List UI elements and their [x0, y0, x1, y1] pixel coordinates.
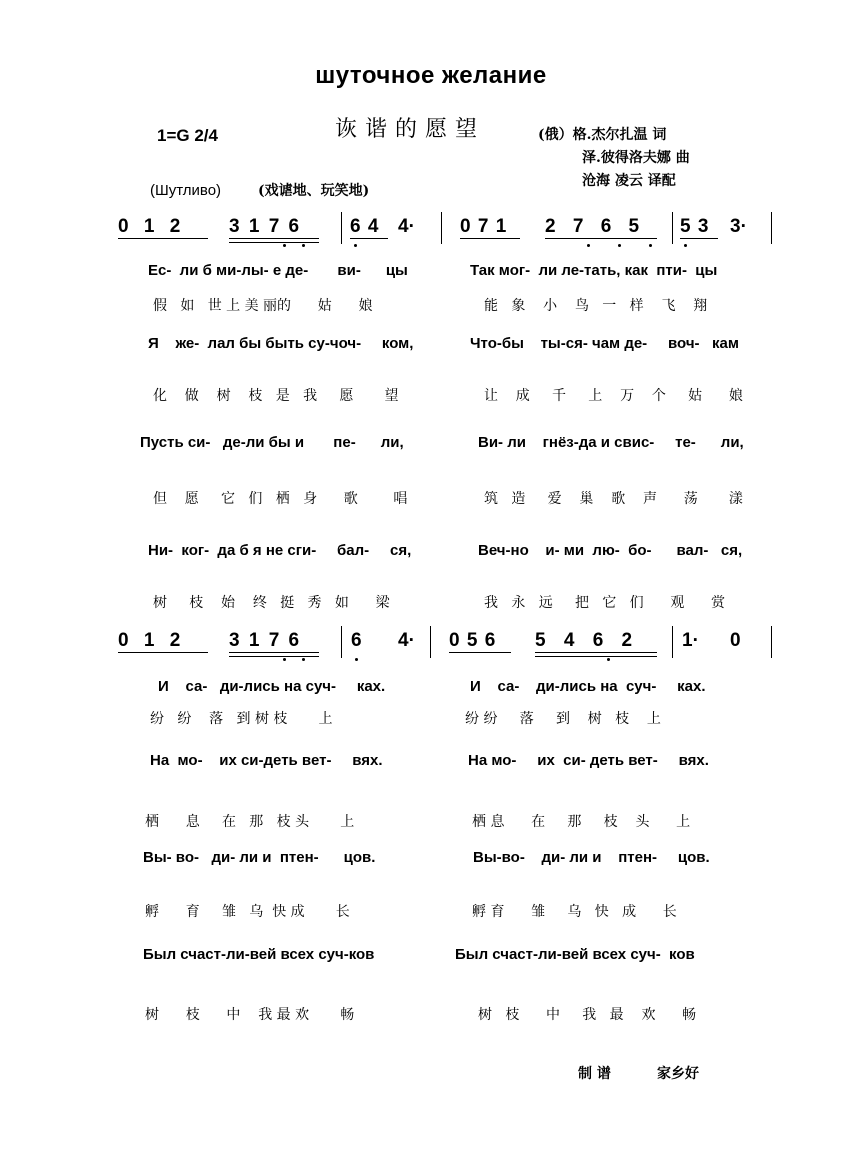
bar-line [341, 626, 342, 658]
bar-line [672, 626, 673, 658]
bar-line [672, 212, 673, 244]
arranger-label: 制 谱 [578, 1066, 611, 1082]
note-group: 4· [398, 216, 415, 237]
lyric-line-cn: 纷 纷 落 到 树 枝 上 [150, 711, 333, 727]
lyric-line-cn: 树 枝 中 我 最 欢 畅 [145, 1007, 355, 1023]
note-group: 1· [682, 630, 699, 651]
lyric-line-ru: Что-бы ты-ся- чам де- воч- кам [470, 335, 739, 352]
bar-line [771, 626, 772, 658]
lower-octave-dot [283, 658, 286, 661]
lyric-line-ru: И са- ди-лись на суч- ках. [470, 678, 706, 695]
tempo-marking-ru: (Шутливо) [150, 182, 222, 199]
lyric-line-ru: Так мог- ли ле-тать, как пти- цы [470, 262, 718, 279]
bar-line [441, 212, 442, 244]
beam-line [229, 242, 319, 243]
lyric-line-ru: Пусть си- де-ли бы и пе- ли, [140, 434, 404, 451]
arranger-name: 家乡好 [657, 1066, 699, 1082]
lyric-line-ru: Ни- ког- да б я не сги- бал- ся, [148, 542, 412, 559]
lyric-line-ru: Я же- лал бы быть су-чоч- ком, [148, 335, 414, 352]
beam-line [118, 652, 208, 653]
note-group: 6 [351, 630, 362, 651]
note-group: 5 3 [680, 216, 709, 237]
beam-line [535, 656, 657, 657]
credit-composer: 泽.彼得洛夫娜 曲 [582, 150, 690, 166]
beam-line [680, 238, 718, 239]
note-group: 6 4 [350, 216, 379, 237]
lyric-line-cn: 但 愿 它 们 栖 身 歌 唱 [153, 491, 408, 507]
lower-octave-dot [587, 244, 590, 247]
lyric-line-ru: На мо- их си- деть вет- вях. [468, 752, 709, 769]
beam-line [229, 656, 319, 657]
lyric-line-ru: Был счаст-ли-вей всех суч- ков [455, 946, 695, 963]
lyric-line-cn: 我 永 远 把 它 们 观 赏 [484, 595, 726, 611]
lower-octave-dot [618, 244, 621, 247]
note-group: 0 [730, 630, 741, 651]
bar-line [430, 626, 431, 658]
lyric-line-cn: 树 枝 中 我 最 欢 畅 [478, 1007, 697, 1023]
lower-octave-dot [302, 244, 305, 247]
lyric-line-ru: Вы-во- ди- ли и птен- цов. [473, 849, 710, 866]
note-group: 0 7 1 [460, 216, 507, 237]
lower-octave-dot [684, 244, 687, 247]
beam-line [460, 238, 520, 239]
lyric-line-cn: 栖 息 在 那 枝 头 上 [145, 814, 355, 830]
lyric-line-ru: На мо- их си-деть вет- вях. [150, 752, 383, 769]
bar-line [341, 212, 342, 244]
lyric-line-cn: 树 枝 始 终 挺 秀 如 梁 [153, 595, 390, 611]
tempo-marking-cn: (戏谑地、玩笑地) [258, 183, 370, 199]
beam-line [449, 652, 511, 653]
song-title-cn: 诙谐的愿望 [335, 117, 486, 142]
lyric-line-cn: 孵 育 雏 乌 快 成 长 [472, 904, 677, 920]
lyric-line-cn: 纷 纷 落 到 树 枝 上 [465, 711, 661, 727]
lower-octave-dot [302, 658, 305, 661]
lower-octave-dot [283, 244, 286, 247]
song-title-ru: шуточное желание [315, 62, 547, 89]
lower-octave-dot [355, 658, 358, 661]
lyric-line-ru: И са- ди-лись на суч- ках. [158, 678, 386, 695]
lyric-line-ru: Ви- ли гнёз-да и свис- те- ли, [478, 434, 744, 451]
note-group: 0 1 2 [118, 216, 181, 237]
beam-line [229, 652, 319, 653]
lower-octave-dot [354, 244, 357, 247]
credit-lyricist: (俄）格.杰尔扎温 词 [538, 127, 667, 143]
credit-translator: 沧海 凌云 译配 [582, 173, 676, 189]
lyric-line-ru: Веч-но и- ми лю- бо- вал- ся, [478, 542, 743, 559]
note-group: 2 7 6 5 [545, 216, 640, 237]
note-group: 5 4 6 2 [535, 630, 633, 651]
note-group: 0 5 6 [449, 630, 496, 651]
beam-line [118, 238, 208, 239]
lyric-line-cn: 能 象 小 鸟 一 样 飞 翔 [484, 298, 708, 314]
lyric-line-ru: Был счаст-ли-вей всех суч-ков [143, 946, 375, 963]
bar-line [771, 212, 772, 244]
note-group: 4· [398, 630, 415, 651]
note-group: 0 1 2 [118, 630, 181, 651]
lyric-line-cn: 化 做 树 枝 是 我 愿 望 [153, 388, 399, 404]
lyric-line-cn: 孵 育 雏 乌 快 成 长 [145, 904, 350, 920]
beam-line [545, 238, 657, 239]
lyric-line-cn: 筑 造 爱 巢 歌 声 荡 漾 [484, 491, 743, 507]
note-group: 3 1 7 6 [229, 630, 300, 651]
note-group: 3· [730, 216, 747, 237]
lyric-line-ru: Вы- во- ди- ли и птен- цов. [143, 849, 376, 866]
beam-line [229, 238, 319, 239]
key-signature: 1=G 2/4 [157, 126, 218, 145]
lyric-line-ru: Ес- ли б ми-лы- е де- ви- цы [148, 262, 408, 279]
lower-octave-dot [607, 658, 610, 661]
lyric-line-cn: 假 如 世 上 美 丽的 姑 娘 [153, 298, 373, 314]
lower-octave-dot [649, 244, 652, 247]
beam-line [535, 652, 657, 653]
lyric-line-cn: 让 成 千 上 万 个 姑 娘 [484, 388, 743, 404]
note-group: 3 1 7 6 [229, 216, 300, 237]
beam-line [350, 238, 388, 239]
lyric-line-cn: 栖 息 在 那 枝 头 上 [472, 814, 691, 830]
